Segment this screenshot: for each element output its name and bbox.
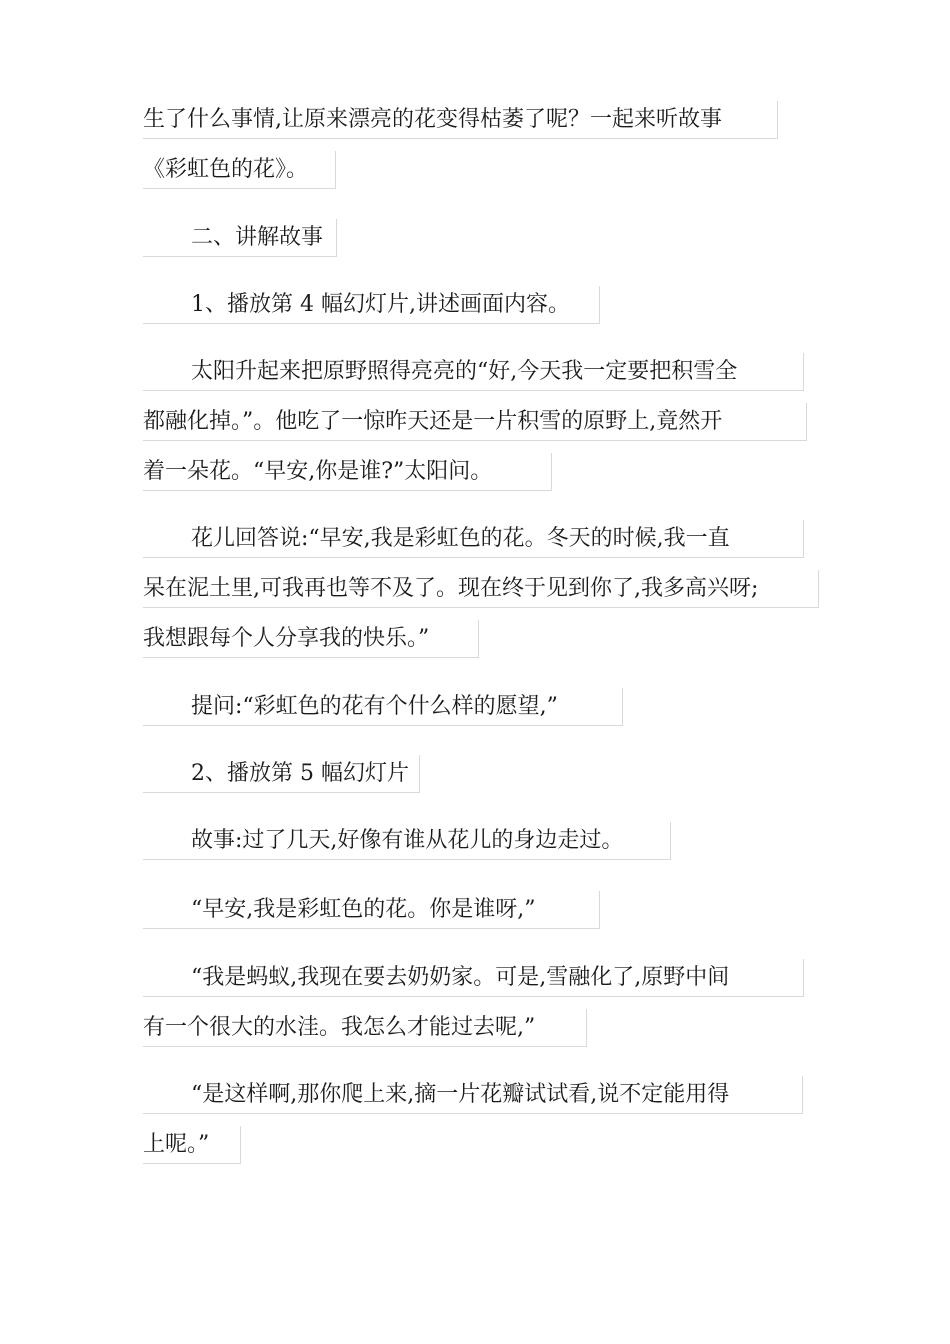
text-line-15: “我是蚂蚁,我现在要去奶奶家。可是,雪融化了,原野中间 (143, 959, 804, 997)
text-line-7: 着一朵花。“早安,你是谁?”太阳问。 (143, 453, 552, 491)
text-line-8: 花儿回答说:“早安,我是彩虹色的花。冬天的时候,我一直 (143, 520, 804, 558)
text-line-5: 太阳升起来把原野照得亮亮的“好,今天我一定要把积雪全 (143, 353, 804, 391)
text-line-18: 上呢。” (143, 1126, 241, 1164)
text-line-2: 《彩虹色的花》。 (143, 151, 336, 189)
text-line-9: 呆在泥土里,可我再也等不及了。现在终于见到你了,我多高兴呀; (143, 570, 819, 608)
text-line-16: 有一个很大的水洼。我怎么才能过去呢,” (143, 1009, 587, 1047)
text-line-12: 2、播放第 5 幅幻灯片 (143, 755, 420, 793)
text-line-11: 提问:“彩虹色的花有个什么样的愿望,” (143, 688, 623, 726)
text-line-13: 故事:过了几天,好像有谁从花儿的身边走过。 (143, 822, 671, 860)
text-line-4: 1、播放第 4 幅幻灯片,讲述画面内容。 (143, 286, 600, 324)
text-line-10: 我想跟每个人分享我的快乐。” (143, 620, 479, 658)
text-line-6: 都融化掉。”。他吃了一惊昨天还是一片积雪的原野上,竟然开 (143, 403, 807, 441)
text-line-1: 生了什么事情,让原来漂亮的花变得枯萎了呢？一起来听故事 (143, 101, 778, 139)
section-heading: 二、讲解故事 (143, 219, 337, 257)
text-line-14: “早安,我是彩虹色的花。你是谁呀,” (143, 891, 600, 929)
text-line-17: “是这样啊,那你爬上来,摘一片花瓣试试看,说不定能用得 (143, 1076, 803, 1114)
